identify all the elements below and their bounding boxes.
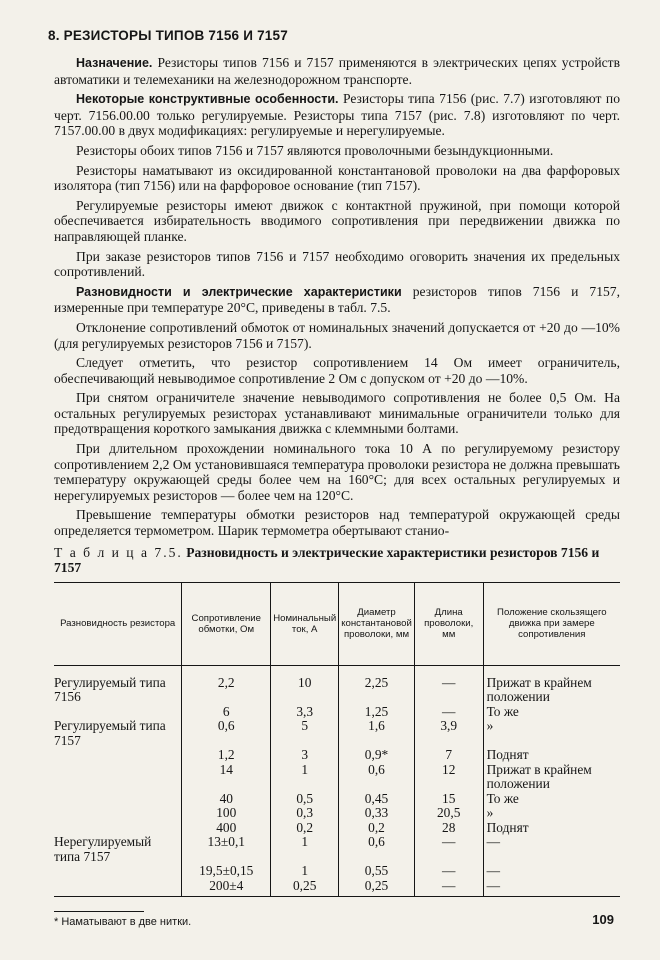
- header-length: Длина проволоки, мм: [414, 582, 483, 665]
- cell-diameter: 2,25: [339, 665, 415, 705]
- cell-resistance: 100: [182, 806, 271, 821]
- cell-resistance: 200±4: [182, 879, 271, 897]
- cell-resistance: 13±0,1: [182, 835, 271, 864]
- cell-kind: Регулируемый типа 7156: [54, 674, 166, 705]
- cell-length: 3,9: [414, 719, 483, 748]
- cell-diameter: 0,33: [339, 806, 415, 821]
- table-row: [54, 792, 620, 807]
- table-row: [54, 719, 620, 748]
- paragraph-limiter-removed: При снятом ограничителе значение невыводимого сопротивления не более 0,5 Ом. На остальных регулируемых резисторах устанавливают минимальные ограничители только для предотвращения короткого замыкания движка с клеммными болтами.: [54, 390, 620, 437]
- table-row: [54, 864, 620, 879]
- cell-kind: [54, 879, 182, 897]
- cell-length: 20,5: [414, 806, 483, 821]
- paragraph-characteristics: [54, 284, 620, 316]
- page-number: 109: [592, 912, 614, 927]
- cell-resistance: 2,2: [182, 665, 271, 705]
- cell-resistance: 0,6: [182, 719, 271, 748]
- cell-current: 3,3: [271, 705, 339, 720]
- paragraph-wire-type: Резисторы обоих типов 7156 и 7157 являются проволочными безындукционными.: [76, 142, 554, 158]
- table-row: [54, 665, 620, 705]
- paragraph-temperature: При длительном прохождении номинального тока 10 А по регулируемому резистору сопротивлением 2,2 Ом установившаяся температура проволоки резистора не должна превышать температуру окружающей среды более чем на 160°С; для всех остальных регулируемых и нерегулируемых резисторов — более чем на 120°С.: [54, 441, 620, 503]
- cell-slider-position: То же: [483, 705, 620, 720]
- cell-diameter: 0,6: [339, 763, 415, 792]
- cell-diameter: 1,25: [339, 705, 415, 720]
- cell-diameter: 0,25: [339, 879, 415, 897]
- paragraph-purpose: [54, 55, 620, 87]
- table-row: [54, 748, 620, 763]
- cell-slider-position: То же: [483, 792, 620, 807]
- table-number: Т а б л и ц а 7.5.: [54, 544, 183, 560]
- paragraph-design-text: Резисторы типа 7156 (рис. 7.7) изготовляют по черт. 7156.00.00 только регулируемые. Резисторы типа 7157 (рис. 7.8) изготовляют по черт. 7157.00.00 в двух модификациях: регулируемые и нерегулируемые.: [54, 91, 620, 139]
- cell-slider-position: Поднят: [483, 748, 620, 763]
- paragraph-ordering: При заказе резисторов типов 7156 и 7157 необходимо оговорить значения их предельных сопротивлений.: [54, 248, 620, 280]
- resistor-table: [54, 582, 620, 898]
- cell-kind: [54, 792, 182, 807]
- table-row: [54, 806, 620, 821]
- footnote-divider: [54, 911, 144, 912]
- cell-resistance: 19,5±0,15: [182, 864, 271, 879]
- table-header-row: [54, 582, 620, 665]
- header-kind: Разновидность резистора: [54, 582, 182, 665]
- section-title: 8. РЕЗИСТОРЫ ТИПОВ 7156 И 7157: [48, 28, 288, 43]
- cell-length: —: [414, 864, 483, 879]
- paragraph-thermometer: Превышение температуры обмотки резисторов над температурой окружающей среды определяется термометром. Шарик термометра обертывают станио-: [54, 507, 620, 539]
- table-row: [54, 821, 620, 836]
- cell-current: 0,5: [271, 792, 339, 807]
- cell-current: 0,2: [271, 821, 339, 836]
- cell-diameter: 0,6: [339, 835, 415, 864]
- cell-kind: Регулируемый типа 7157: [54, 718, 166, 748]
- cell-resistance: 6: [182, 705, 271, 720]
- cell-kind: [54, 864, 182, 879]
- cell-kind: [54, 763, 182, 792]
- footnote: * Наматывают в две нитки.: [54, 916, 192, 929]
- header-resistance: Сопротивление обмотки, Ом: [182, 582, 271, 665]
- cell-current: 0,25: [271, 879, 339, 897]
- cell-resistance: 1,2: [182, 748, 271, 763]
- cell-kind: [54, 821, 182, 836]
- cell-length: 7: [414, 748, 483, 763]
- cell-current: 1: [271, 763, 339, 792]
- header-current: Номинальный ток, А: [271, 582, 339, 665]
- cell-length: —: [414, 835, 483, 864]
- paragraph-winding: Резисторы наматывают из оксидированной константановой проволоки на два фарфоровых изолятора (тип 7156) или на фарфоровое основание (тип 7157).: [54, 162, 620, 194]
- table-row: [54, 879, 620, 897]
- paragraph-tolerance: Отклонение сопротивлений обмоток от номинальных значений допускается от +20 до —10% (для регулируемых резисторов 7156 и 7157).: [54, 319, 620, 351]
- cell-kind: [54, 748, 182, 763]
- cell-current: 1: [271, 835, 339, 864]
- cell-current: 10: [271, 665, 339, 705]
- cell-resistance: 40: [182, 792, 271, 807]
- cell-kind: [54, 806, 182, 821]
- cell-length: —: [414, 665, 483, 705]
- paragraph-design: [54, 91, 620, 139]
- cell-slider-position: Прижат в крайнем положении: [483, 665, 620, 705]
- cell-length: 15: [414, 792, 483, 807]
- cell-slider-position: Поднят: [483, 821, 620, 836]
- cell-length: 12: [414, 763, 483, 792]
- cell-current: 1: [271, 864, 339, 879]
- cell-slider-position: —: [483, 835, 620, 864]
- cell-current: 5: [271, 719, 339, 748]
- paragraph-purpose-text: Резисторы типов 7156 и 7157 применяются в электрических цепях устройств автоматики и телемеханики на железнодорожном транспорте.: [54, 55, 620, 87]
- cell-diameter: 0,55: [339, 864, 415, 879]
- cell-slider-position: »: [483, 806, 620, 821]
- table-row: [54, 835, 620, 864]
- paragraph-design-heading: Некоторые конструктивные особенности.: [76, 92, 339, 107]
- cell-slider-position: Прижат в крайнем положении: [483, 763, 620, 792]
- header-diameter: Диаметр константановой проволоки, мм: [339, 582, 415, 665]
- table-caption: [54, 545, 620, 576]
- cell-resistance: 14: [182, 763, 271, 792]
- cell-current: 0,3: [271, 806, 339, 821]
- header-slider-position: Положение скользящего движка при замере сопротивления: [483, 582, 620, 665]
- cell-current: 3: [271, 748, 339, 763]
- cell-length: 28: [414, 821, 483, 836]
- cell-slider-position: —: [483, 879, 620, 897]
- cell-diameter: 0,45: [339, 792, 415, 807]
- cell-slider-position: —: [483, 864, 620, 879]
- paragraph-slider: Регулируемые резисторы имеют движок с контактной пружиной, при помощи которой обеспечивается избирательность вводимого сопротивления при передвижении движка по направляющей планке.: [54, 197, 620, 244]
- cell-diameter: 0,2: [339, 821, 415, 836]
- paragraph-characteristics-text: резисторов типов 7156 и 7157, измеренные при температуре 20°С, приведены в табл. 7.5.: [54, 283, 621, 316]
- cell-diameter: 0,9*: [339, 748, 415, 763]
- cell-kind: Нерегулируемый типа 7157: [54, 834, 152, 864]
- cell-diameter: 1,6: [339, 719, 415, 748]
- cell-length: —: [414, 705, 483, 720]
- paragraph-purpose-heading: Назначение.: [76, 56, 153, 70]
- table-title: Разновидность и электрические характеристики резисторов 7156 и 7157: [54, 544, 600, 576]
- cell-length: —: [414, 879, 483, 897]
- table-body: [54, 665, 620, 897]
- cell-resistance: 400: [182, 821, 271, 836]
- cell-kind: [54, 705, 182, 720]
- cell-slider-position: »: [483, 719, 620, 748]
- table-row: [54, 705, 620, 720]
- paragraph-characteristics-heading: Разновидности и электрические характеристики: [76, 284, 402, 299]
- table-row: [54, 763, 620, 792]
- paragraph-limiter: Следует отметить, что резистор сопротивлением 14 Ом имеет ограничитель, обеспечивающий невыводимое сопротивление 2 Ом с допуском от +20 до —10%.: [54, 355, 620, 386]
- body-text: [54, 55, 620, 539]
